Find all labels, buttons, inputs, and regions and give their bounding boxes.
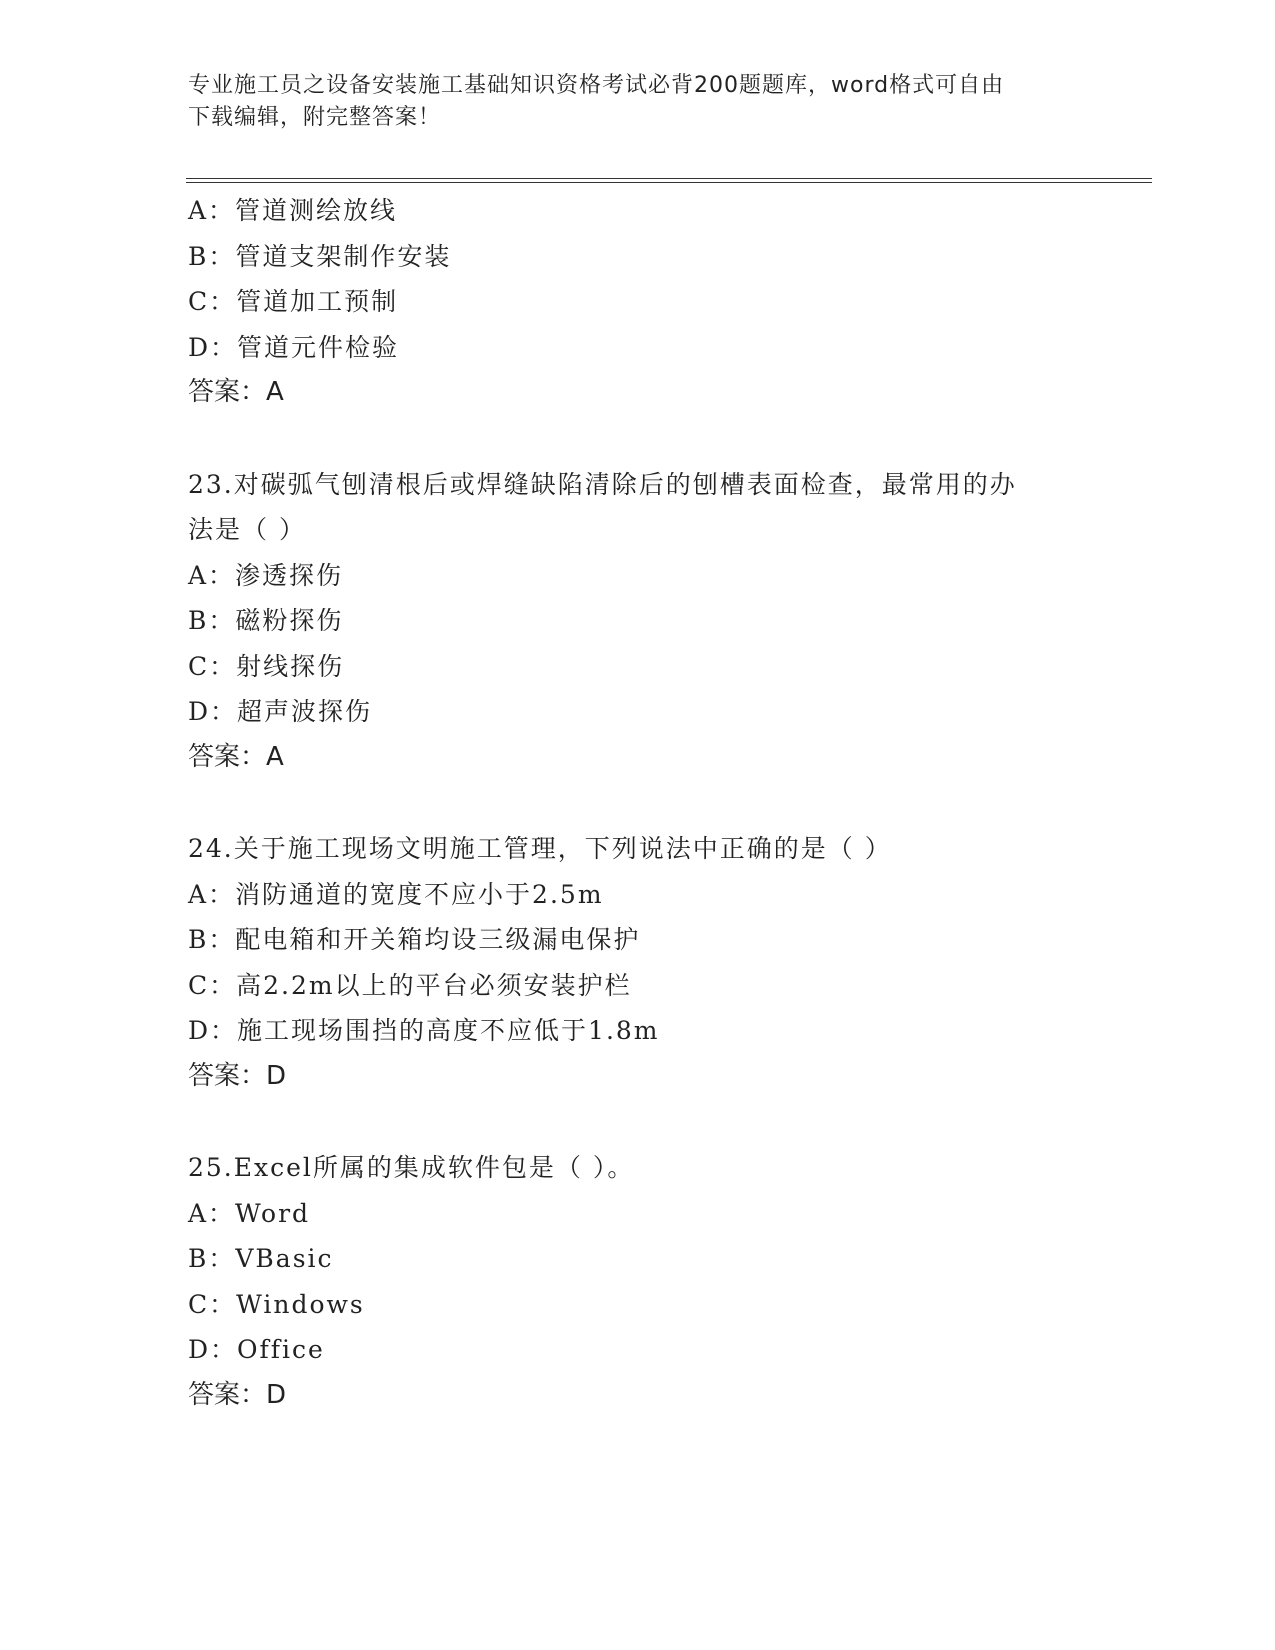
- option-b: B：管道支架制作安装: [188, 241, 452, 271]
- answer: 答案：D: [188, 1060, 287, 1091]
- header-divider-top: [186, 178, 1152, 179]
- option-a: A：渗透探伤: [188, 560, 344, 590]
- answer: 答案：D: [188, 1379, 287, 1410]
- question-text: 25.Excel所属的集成软件包是（ ）。: [188, 1153, 635, 1182]
- question-22-continued: [188, 188, 1088, 416]
- option-a: A：管道测绘放线: [188, 196, 398, 225]
- document-header: [188, 70, 1088, 134]
- option-c: C：管道加工预制: [188, 287, 399, 316]
- option-d: D：Office: [188, 1335, 325, 1364]
- question-24: [188, 826, 1088, 1099]
- question-text-line-2: 法是（ ）: [188, 515, 306, 544]
- question-25: [188, 1145, 1088, 1418]
- answer: 答案：A: [188, 741, 284, 772]
- header-line-1: 专业施工员之设备安装施工基础知识资格考试必背200题题库，word格式可自由: [188, 73, 1005, 98]
- option-d: D：施工现场围挡的高度不应低于1.8m: [188, 1016, 660, 1045]
- option-c: C：高2.2m以上的平台必须安装护栏: [188, 970, 632, 1000]
- answer: 答案：A: [188, 377, 284, 407]
- question-text: 24.关于施工现场文明施工管理，下列说法中正确的是（ ）: [188, 834, 892, 863]
- option-c: C：射线探伤: [188, 651, 345, 681]
- question-23: [188, 462, 1088, 781]
- option-d: D：管道元件检验: [188, 332, 400, 362]
- option-a: A：Word: [188, 1198, 311, 1228]
- option-b: B：配电箱和开关箱均设三级漏电保护: [188, 925, 641, 954]
- question-list: [188, 188, 1088, 1418]
- header-divider-bottom: [186, 182, 1152, 183]
- option-c: C：Windows: [188, 1289, 365, 1319]
- option-b: B：磁粉探伤: [188, 606, 344, 635]
- header-line-2: 下载编辑，附完整答案！: [188, 105, 442, 130]
- question-text-line-1: 23.对碳弧气刨清根后或焊缝缺陷清除后的刨槽表面检查，最常用的办: [188, 469, 1017, 499]
- option-a: A：消防通道的宽度不应小于2.5m: [188, 879, 604, 909]
- option-b: B：VBasic: [188, 1244, 334, 1273]
- option-d: D：超声波探伤: [188, 697, 373, 726]
